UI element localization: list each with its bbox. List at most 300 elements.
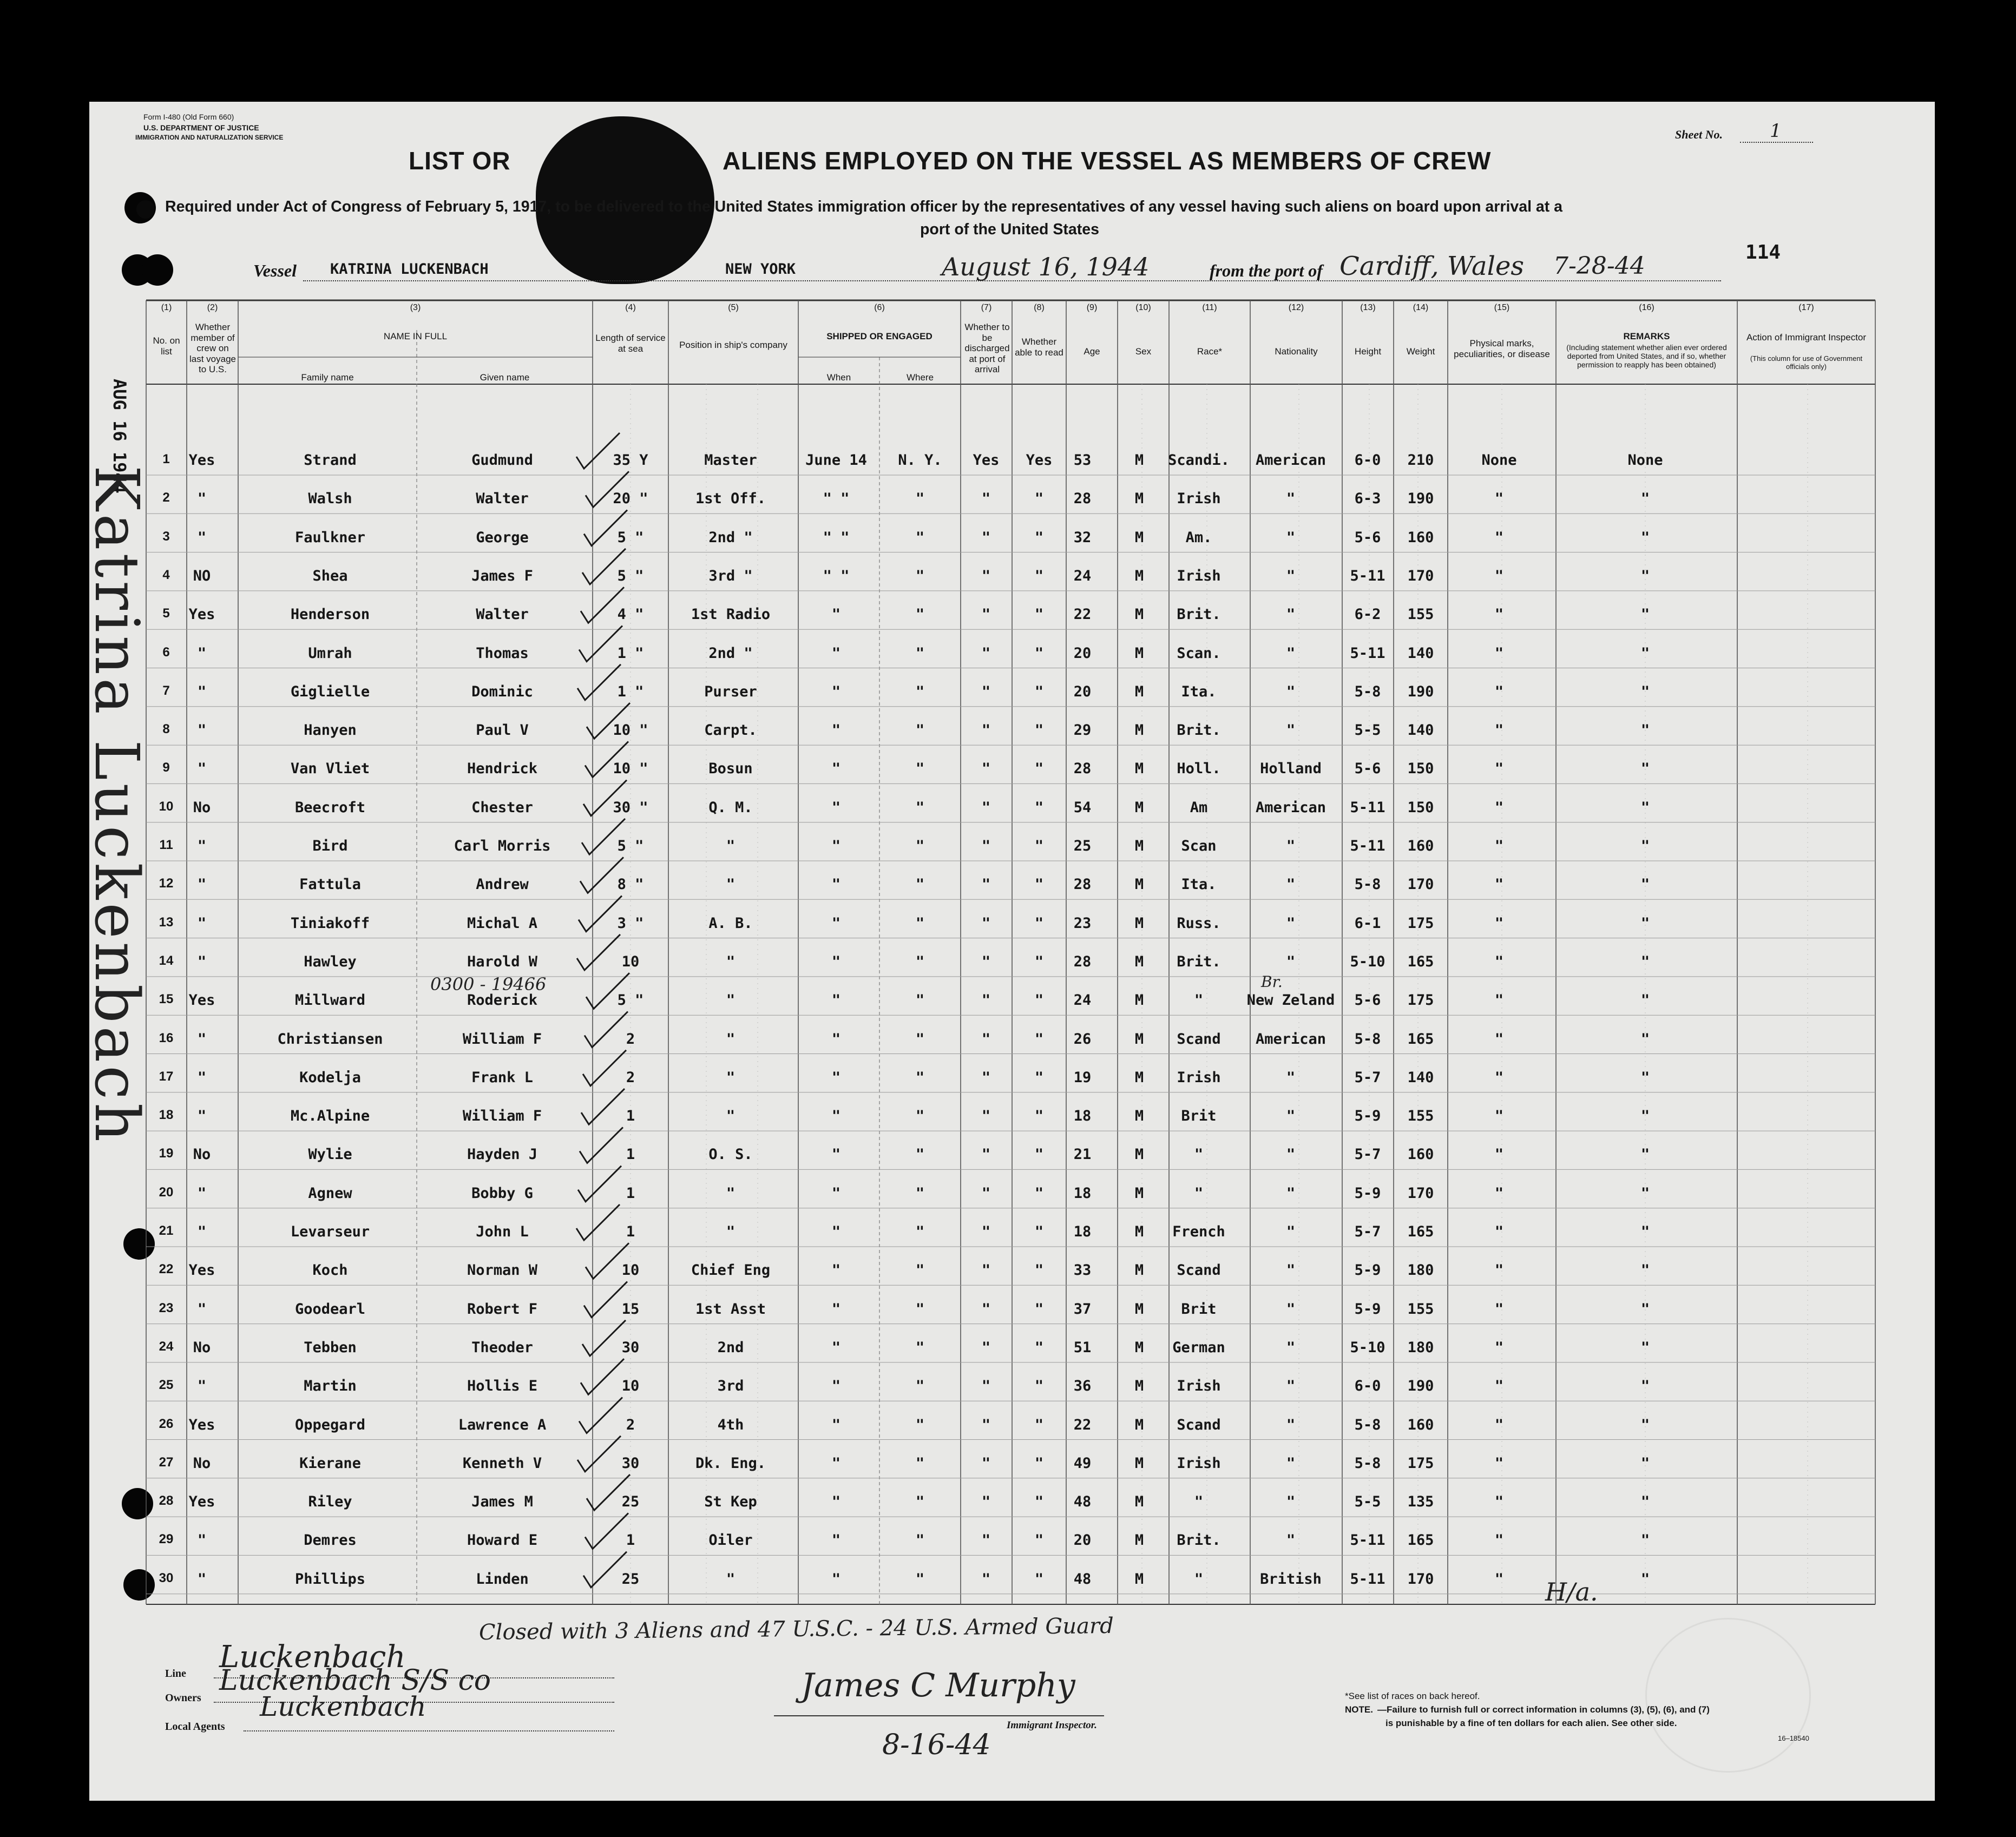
given-name: Lawrence A xyxy=(458,1416,547,1433)
age: 18 xyxy=(1073,1184,1092,1202)
row-number: 1 xyxy=(162,452,170,466)
weight: 170 xyxy=(1407,567,1434,584)
remarks: None xyxy=(1627,452,1663,469)
weight: 175 xyxy=(1407,914,1434,932)
family-name: Koch xyxy=(312,1262,348,1279)
sex: M xyxy=(1134,1069,1144,1086)
arrival-port: NEW YORK xyxy=(725,261,796,278)
age: 24 xyxy=(1073,992,1092,1009)
checkmark-icon xyxy=(587,703,630,739)
given-name: Carl Morris xyxy=(454,838,551,854)
c8-number: (8) xyxy=(1034,303,1045,312)
shipped-when: " xyxy=(831,992,841,1009)
physical-marks: " xyxy=(1494,1378,1504,1395)
sex: M xyxy=(1134,838,1144,854)
height: 5-10 xyxy=(1350,953,1385,970)
discharged: " xyxy=(981,876,991,893)
from-port: Cardiff, Wales xyxy=(1339,251,1525,281)
discharged: Yes xyxy=(973,452,1000,469)
service-length: 5 " xyxy=(617,992,644,1009)
position: 1st Off. xyxy=(695,490,766,508)
age: 28 xyxy=(1073,760,1092,778)
col-discharged-header: Whether to be discharged at port of arrival xyxy=(964,322,1010,375)
col-when-header: When xyxy=(826,372,851,383)
race: " xyxy=(1194,1184,1204,1202)
race: Ita. xyxy=(1181,683,1217,700)
position: " xyxy=(726,1069,736,1086)
col-weight-header: Weight xyxy=(1406,346,1435,357)
family-name: Riley xyxy=(308,1493,352,1511)
service-length: 30 " xyxy=(613,799,648,816)
physical-marks: " xyxy=(1494,914,1504,932)
race: Irish xyxy=(1177,1378,1221,1395)
physical-marks: " xyxy=(1494,1223,1504,1240)
service-length: 8 " xyxy=(617,876,644,893)
discharged: " xyxy=(981,1339,991,1356)
weight: 160 xyxy=(1407,838,1434,854)
family-name: Beecroft xyxy=(294,799,366,816)
able-to-read: " xyxy=(1034,799,1044,816)
row15-nationality-note: Br. xyxy=(1261,973,1283,991)
previous-voyage: " xyxy=(197,1223,207,1240)
able-to-read: " xyxy=(1034,1262,1044,1279)
given-name: Robert F xyxy=(467,1300,538,1318)
position: Chief Eng xyxy=(691,1262,771,1279)
service-length: 15 xyxy=(621,1300,640,1318)
height: 5-8 xyxy=(1354,1416,1381,1433)
discharged: " xyxy=(981,606,991,623)
race: Scan. xyxy=(1177,644,1221,662)
position: " xyxy=(726,838,736,854)
line-label: Line xyxy=(165,1668,186,1680)
previous-voyage: No xyxy=(193,1454,211,1472)
nationality: American xyxy=(1255,1030,1327,1048)
remarks: " xyxy=(1640,1454,1650,1472)
department-label: U.S. DEPARTMENT OF JUSTICE xyxy=(143,123,259,132)
previous-voyage: " xyxy=(197,838,207,854)
weight: 180 xyxy=(1407,1339,1434,1356)
family-name: Bird xyxy=(312,838,348,854)
physical-marks: " xyxy=(1494,876,1504,893)
able-to-read: " xyxy=(1034,644,1044,662)
sex: M xyxy=(1134,1378,1144,1395)
previous-voyage: " xyxy=(197,953,207,970)
weight: 170 xyxy=(1407,876,1434,893)
nationality: " xyxy=(1286,1223,1296,1240)
nationality: " xyxy=(1286,1300,1296,1318)
race: Am xyxy=(1190,799,1208,816)
row-number: 6 xyxy=(162,644,170,660)
previous-voyage: " xyxy=(197,683,207,700)
discharged: " xyxy=(981,1416,991,1433)
height: 5-8 xyxy=(1354,683,1381,700)
family-name: Shea xyxy=(312,567,348,584)
discharged: " xyxy=(981,722,991,739)
able-to-read: " xyxy=(1034,490,1044,508)
discharged: " xyxy=(981,1300,991,1318)
discharged: " xyxy=(981,644,991,662)
height: 5-9 xyxy=(1354,1262,1381,1279)
nationality: " xyxy=(1286,1339,1296,1356)
shipped-where: " xyxy=(915,1262,925,1279)
physical-marks: " xyxy=(1494,760,1504,778)
given-name: Michal A xyxy=(467,914,538,932)
sex: M xyxy=(1134,1532,1144,1549)
shipped-where: N. Y. xyxy=(898,452,942,469)
service-length: 1 xyxy=(626,1108,635,1125)
inspector-label: Immigrant Inspector. xyxy=(1007,1720,1097,1731)
height: 5-10 xyxy=(1350,1339,1385,1356)
remarks: " xyxy=(1640,953,1650,970)
sheet-number: 1 xyxy=(1770,120,1782,142)
owners-label: Owners xyxy=(165,1692,201,1704)
race: Scand xyxy=(1177,1030,1221,1048)
row-number: 29 xyxy=(159,1532,174,1547)
given-name: Chester xyxy=(471,799,533,816)
form-number: Form I-480 (Old Form 660) xyxy=(143,113,234,121)
row-number: 30 xyxy=(159,1570,174,1585)
weight: 160 xyxy=(1407,529,1434,546)
age: 48 xyxy=(1073,1570,1092,1588)
shipped-where: " xyxy=(915,1532,925,1549)
discharged: " xyxy=(981,1108,991,1125)
note-label: NOTE. xyxy=(1345,1704,1373,1715)
given-name: Theoder xyxy=(471,1339,533,1356)
race: Brit xyxy=(1181,1108,1217,1125)
shipped-where: " xyxy=(915,838,925,854)
row-number: 5 xyxy=(162,606,170,621)
previous-voyage: " xyxy=(197,760,207,778)
sex: M xyxy=(1134,1108,1144,1125)
race: Brit. xyxy=(1177,722,1221,739)
given-name: Dominic xyxy=(471,683,533,700)
given-name: Bobby G xyxy=(471,1184,533,1202)
family-name: Tebben xyxy=(304,1339,357,1356)
shipped-when: " xyxy=(831,606,841,623)
able-to-read: " xyxy=(1034,1493,1044,1511)
nationality: " xyxy=(1286,953,1296,970)
given-name: Thomas xyxy=(476,644,529,662)
nationality: " xyxy=(1286,1069,1296,1086)
sex: M xyxy=(1134,1223,1144,1240)
height: 5-5 xyxy=(1354,722,1381,739)
nationality: New Zeland xyxy=(1246,992,1335,1009)
shipped-when: " xyxy=(831,644,841,662)
given-name: Paul V xyxy=(476,722,529,739)
physical-marks: " xyxy=(1494,1069,1504,1086)
service-length: 30 xyxy=(621,1339,640,1356)
height: 5-8 xyxy=(1354,1030,1381,1048)
position: " xyxy=(726,1108,736,1125)
family-name: Mc.Alpine xyxy=(290,1108,370,1125)
col-list-number-header: No. on list xyxy=(153,335,180,357)
physical-marks: " xyxy=(1494,1532,1504,1549)
col-age-header: Age xyxy=(1083,346,1100,357)
weight: 155 xyxy=(1407,1300,1434,1318)
shipped-where: " xyxy=(915,1570,925,1588)
position: " xyxy=(726,1570,736,1588)
shipped-where: " xyxy=(915,1416,925,1433)
able-to-read: " xyxy=(1034,992,1044,1009)
checkmark-icon xyxy=(576,1204,620,1240)
sex: M xyxy=(1134,452,1144,469)
checkmark-icon xyxy=(577,1436,621,1472)
shipped-when: " xyxy=(831,838,841,854)
weight: 155 xyxy=(1407,606,1434,623)
sex: M xyxy=(1134,683,1144,700)
discharged: " xyxy=(981,992,991,1009)
weight: 190 xyxy=(1407,490,1434,508)
remarks: " xyxy=(1640,1339,1650,1356)
height: 5-11 xyxy=(1350,1532,1385,1549)
given-name: Hayden J xyxy=(467,1146,538,1163)
remarks: " xyxy=(1640,683,1650,700)
given-name: Roderick xyxy=(467,992,538,1009)
c3-number: (3) xyxy=(410,303,421,312)
given-name: Walter xyxy=(476,490,529,508)
remarks: " xyxy=(1640,1378,1650,1395)
age: 28 xyxy=(1073,490,1092,508)
physical-marks: " xyxy=(1494,683,1504,700)
sex: M xyxy=(1134,606,1144,623)
sex: M xyxy=(1134,722,1144,739)
checkmark-icon xyxy=(580,857,623,893)
form-code: 16–18540 xyxy=(1778,1734,1809,1742)
physical-marks: " xyxy=(1494,1339,1504,1356)
previous-voyage: " xyxy=(197,529,207,546)
physical-marks: " xyxy=(1494,953,1504,970)
able-to-read: " xyxy=(1034,1300,1044,1318)
previous-voyage: Yes xyxy=(188,452,215,469)
family-name: Umrah xyxy=(308,644,352,662)
checkmark-icon xyxy=(576,433,620,469)
nationality: " xyxy=(1286,876,1296,893)
given-name: William F xyxy=(462,1108,542,1125)
remarks: " xyxy=(1640,606,1650,623)
col-height-header: Height xyxy=(1354,346,1382,357)
remarks: " xyxy=(1640,799,1650,816)
row-number: 16 xyxy=(159,1030,174,1045)
sex: M xyxy=(1134,953,1144,970)
c16-number: (16) xyxy=(1639,303,1654,312)
c15-number: (15) xyxy=(1494,303,1510,312)
height: 5-9 xyxy=(1354,1184,1381,1202)
service-length: 1 " xyxy=(617,683,644,700)
previous-voyage: Yes xyxy=(188,1262,215,1279)
shipped-when: June 14 xyxy=(805,452,867,469)
col-given-name-header: Given name xyxy=(480,372,530,383)
service-length: 10 xyxy=(621,1262,640,1279)
able-to-read: " xyxy=(1034,606,1044,623)
family-name: Walsh xyxy=(308,490,352,508)
discharged: " xyxy=(981,953,991,970)
sex: M xyxy=(1134,914,1144,932)
service-length: 25 xyxy=(621,1493,640,1511)
shipped-where: " xyxy=(915,529,925,546)
line-value: Luckenbach xyxy=(219,1640,406,1675)
service-length: 35 Y xyxy=(613,452,648,469)
note-text-1: —Failure to furnish full or correct information in columns (3), (5), (6), and (7) xyxy=(1377,1704,1710,1715)
remarks: " xyxy=(1640,1069,1650,1086)
remarks: " xyxy=(1640,529,1650,546)
shipped-where: " xyxy=(915,992,925,1009)
family-name: Giglielle xyxy=(290,683,370,700)
nationality: American xyxy=(1255,799,1327,816)
remark-initials: H/a. xyxy=(1545,1577,1598,1606)
race: " xyxy=(1194,992,1204,1009)
race: French xyxy=(1172,1223,1225,1240)
height: 5-11 xyxy=(1350,644,1385,662)
age: 24 xyxy=(1073,567,1092,584)
previous-voyage: Yes xyxy=(188,992,215,1009)
vessel-name: KATRINA LUCKENBACH xyxy=(330,261,489,278)
checkmark-icon xyxy=(581,1359,624,1394)
race: Irish xyxy=(1177,490,1221,508)
family-name: Kierane xyxy=(299,1454,361,1472)
family-name: Fattula xyxy=(299,876,361,893)
discharged: " xyxy=(981,914,991,932)
discharged: " xyxy=(981,1223,991,1240)
col-previous-voyage-header: Whether member of crew on last voyage to U.S. xyxy=(189,322,236,375)
family-name: Levarseur xyxy=(290,1223,370,1240)
shipped-where: " xyxy=(915,760,925,778)
arrival-date: August 16, 1944 xyxy=(942,252,1150,281)
service-length: 2 xyxy=(626,1030,635,1048)
race: Russ. xyxy=(1177,914,1221,932)
previous-voyage: No xyxy=(193,1339,211,1356)
family-name: Strand xyxy=(304,452,357,469)
able-to-read: " xyxy=(1034,683,1044,700)
row-number: 3 xyxy=(162,529,170,544)
discharged: " xyxy=(981,683,991,700)
c7-number: (7) xyxy=(981,303,992,312)
col-read-header: Whether able to read xyxy=(1015,337,1063,358)
row-number: 27 xyxy=(159,1454,174,1470)
received-stamp: AUG 16 1944 xyxy=(109,379,130,493)
remarks: " xyxy=(1640,1532,1650,1549)
service-label: IMMIGRATION AND NATURALIZATION SERVICE xyxy=(135,134,284,141)
age: 25 xyxy=(1073,838,1092,854)
row-number: 28 xyxy=(159,1493,174,1509)
given-name: Linden xyxy=(476,1570,529,1588)
remarks: " xyxy=(1640,1223,1650,1240)
discharged: " xyxy=(981,1532,991,1549)
checkmark-icon xyxy=(583,1050,626,1086)
age: 32 xyxy=(1073,529,1092,546)
service-length: 1 xyxy=(626,1184,635,1202)
weight: 165 xyxy=(1407,953,1434,970)
checkmark-icon xyxy=(582,819,625,854)
subtitle-line-2: port of the United States xyxy=(920,221,1099,238)
previous-voyage: " xyxy=(197,490,207,508)
height: 6-2 xyxy=(1354,606,1381,623)
remarks: " xyxy=(1640,838,1650,854)
discharged: " xyxy=(981,1493,991,1511)
position: 1st Asst xyxy=(695,1300,766,1318)
shipped-where: " xyxy=(915,876,925,893)
shipped-when: " " xyxy=(823,490,850,508)
age: 20 xyxy=(1073,683,1092,700)
row-number: 7 xyxy=(162,683,170,698)
weight: 175 xyxy=(1407,1454,1434,1472)
family-name: Millward xyxy=(294,992,366,1009)
row-number: 22 xyxy=(159,1262,174,1277)
family-name: Wylie xyxy=(308,1146,352,1163)
height: 5-11 xyxy=(1350,799,1385,816)
c12-number: (12) xyxy=(1288,303,1304,312)
position: Master xyxy=(704,452,757,469)
shipped-when: " xyxy=(831,799,841,816)
closing-note: Closed with 3 Aliens and 47 U.S.C. - 24 U.S. Armed Guard xyxy=(478,1613,1114,1645)
sex: M xyxy=(1134,1339,1144,1356)
c11-number: (11) xyxy=(1202,303,1217,312)
row-number: 25 xyxy=(159,1378,174,1393)
col-service-header: Length of service at sea xyxy=(595,333,666,354)
position: 2nd " xyxy=(708,529,753,546)
previous-voyage: " xyxy=(197,1030,207,1048)
agents-underline xyxy=(244,1730,614,1731)
shipped-when: " xyxy=(831,1223,841,1240)
race: Scand xyxy=(1177,1262,1221,1279)
previous-voyage: " xyxy=(197,644,207,662)
row-number: 4 xyxy=(162,567,170,582)
weight: 170 xyxy=(1407,1184,1434,1202)
nationality: " xyxy=(1286,567,1296,584)
sex: M xyxy=(1134,1030,1144,1048)
discharged: " xyxy=(981,1378,991,1395)
age: 23 xyxy=(1073,914,1092,932)
given-name: James F xyxy=(471,567,533,584)
physical-marks: " xyxy=(1494,1416,1504,1433)
physical-marks: " xyxy=(1494,1108,1504,1125)
race: Scandi. xyxy=(1168,452,1230,469)
age: 29 xyxy=(1073,722,1092,739)
position: Purser xyxy=(704,683,757,700)
age: 28 xyxy=(1073,876,1092,893)
weight: 160 xyxy=(1407,1146,1434,1163)
position: " xyxy=(726,1184,736,1202)
nationality: " xyxy=(1286,1454,1296,1472)
service-length: 1 " xyxy=(617,644,644,662)
discharged: " xyxy=(981,1184,991,1202)
service-length: 2 xyxy=(626,1069,635,1086)
shipped-when: " xyxy=(831,1030,841,1048)
family-name: Van Vliet xyxy=(290,760,370,778)
given-name: Hollis E xyxy=(467,1378,538,1395)
age: 20 xyxy=(1073,644,1092,662)
age: 48 xyxy=(1073,1493,1092,1511)
owners-value: Luckenbach S/S co xyxy=(219,1664,491,1697)
race: Irish xyxy=(1177,1454,1221,1472)
shipped-when: " xyxy=(831,876,841,893)
physical-marks: " xyxy=(1494,529,1504,546)
physical-marks: " xyxy=(1494,1454,1504,1472)
checkmark-icon xyxy=(586,1243,629,1279)
checkmark-icon xyxy=(586,973,629,1009)
race: Am. xyxy=(1185,529,1212,546)
row-number: 8 xyxy=(162,722,170,737)
physical-marks: " xyxy=(1494,992,1504,1009)
sex: M xyxy=(1134,1146,1144,1163)
height: 5-9 xyxy=(1354,1108,1381,1125)
shipped-when: " xyxy=(831,1416,841,1433)
nationality: " xyxy=(1286,1146,1296,1163)
shipped-where: " xyxy=(915,1378,925,1395)
age: 54 xyxy=(1073,799,1092,816)
checkmark-icon xyxy=(584,1282,627,1318)
weight: 135 xyxy=(1407,1493,1434,1511)
previous-voyage: " xyxy=(197,914,207,932)
